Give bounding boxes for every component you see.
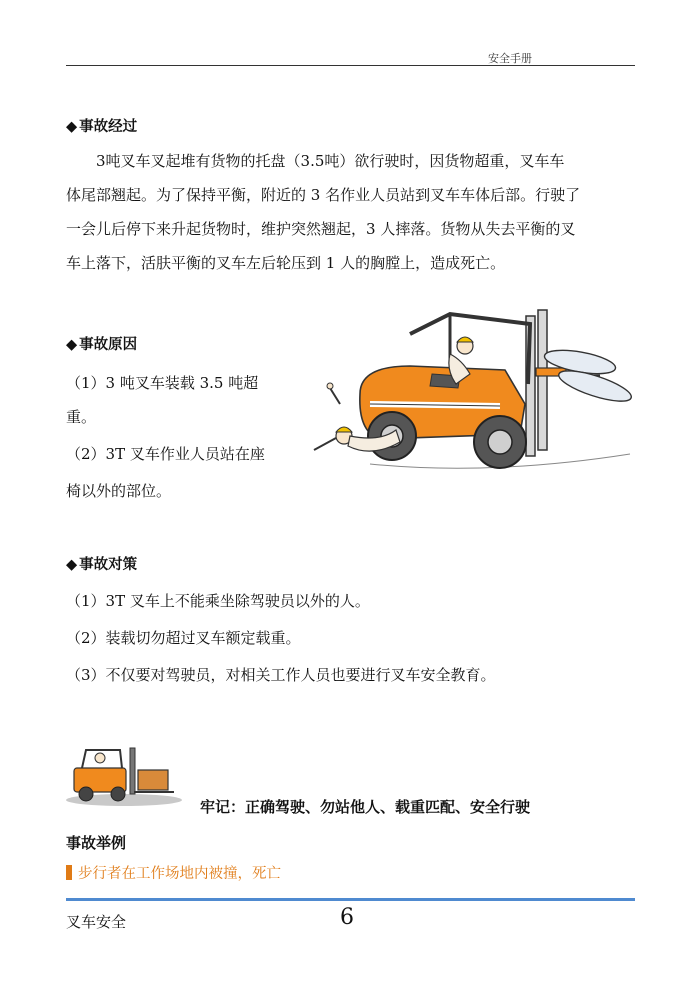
measure-line: （2）装载切勿超过叉车额定载重。	[66, 629, 301, 647]
diamond-icon: ◆	[66, 337, 78, 353]
footer-title: 叉车安全	[66, 913, 127, 931]
process-line: 车上落下，活肤平衡的叉车左后轮压到 1 人的胸膛上，造成死亡。	[66, 254, 506, 272]
header-rule	[66, 65, 635, 66]
process-line: 一会儿后停下来升起货物时，维护突然翘起，3 人摔落。货物从失去平衡的叉	[66, 220, 576, 238]
forklift-icon	[64, 746, 184, 808]
cause-line: 椅以外的部位。	[66, 482, 172, 500]
process-line: 3吨叉车叉起堆有货物的托盘（3.5吨）欲行驶时，因货物超重，叉车车	[96, 152, 565, 170]
measure-line: （1）3T 叉车上不能乘坐除驾驶员以外的人。	[66, 592, 370, 610]
forklift-accident-illustration	[300, 304, 645, 484]
heading-measures	[66, 553, 137, 574]
process-line: 体尾部翘起。为了保持平衡，附近的 3 名作业人员站到叉车车体后部。行驶了	[66, 186, 581, 204]
example-item	[66, 862, 281, 883]
process-paragraph	[66, 144, 638, 280]
orange-bar-icon	[66, 865, 72, 880]
heading-process	[66, 115, 137, 136]
heading-cause	[66, 333, 137, 354]
header-title: 安全手册	[488, 52, 532, 65]
page-number: 6	[340, 905, 354, 930]
footer-rule	[66, 898, 635, 901]
measure-line: （3）不仅要对驾驶员，对相关工作人员也要进行叉车安全教育。	[66, 666, 496, 684]
cause-line: 重。	[66, 408, 97, 426]
heading-measures-text: 事故对策	[79, 557, 138, 573]
example-item-text: 步行者在工作场地内被撞，死亡	[78, 866, 281, 882]
heading-cause-text: 事故原因	[79, 337, 138, 353]
cause-line: （2）3T 叉车作业人员站在座	[66, 445, 265, 463]
diamond-icon: ◆	[66, 119, 78, 135]
cause-line: （1）3 吨叉车装载 3.5 吨超	[66, 374, 259, 392]
heading-process-text: 事故经过	[79, 119, 138, 135]
safety-slogan: 牢记：正确驾驶、勿站他人、载重匹配、安全行驶	[200, 798, 531, 816]
example-title: 事故举例	[66, 834, 127, 852]
diamond-icon: ◆	[66, 557, 78, 573]
